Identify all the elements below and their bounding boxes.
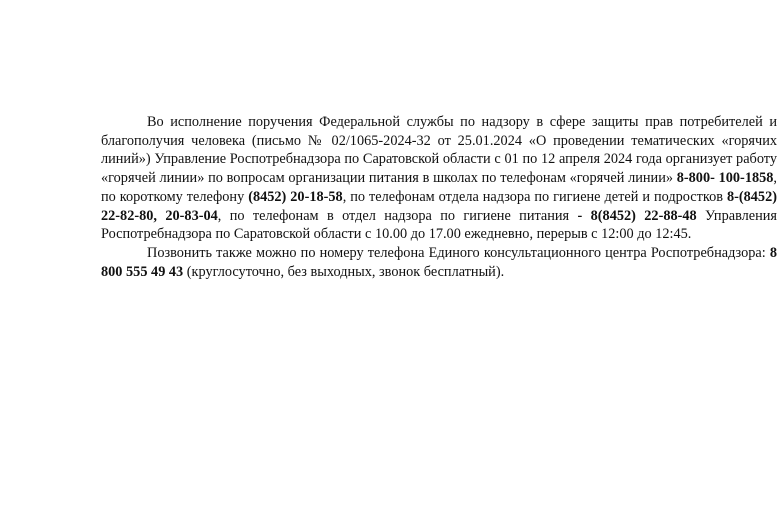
notice-text	[101, 113, 777, 281]
text-segment: (круглосуточно, без выходных, звонок бесплатный).	[183, 263, 505, 280]
short-phone-number: (8452) 20-18-58	[248, 188, 343, 205]
paragraph-consultation-center	[101, 244, 777, 281]
text-segment: , по телефонам отдела надзора по гигиене детей и подростков	[342, 188, 727, 205]
nutrition-hygiene-phone-number: - 8(8452) 22-88-48	[577, 207, 697, 224]
text-segment: Позвонить также можно по номеру телефона Единого консультационного центра Роспотребнадзора:	[147, 244, 770, 261]
text-segment: , по телефонам в отдел надзора по гигиене питания	[217, 207, 578, 224]
text-segment: , по короткому телефону	[101, 170, 777, 205]
consultation-center-phone-number: 8 800 555 49 43	[101, 244, 777, 280]
paragraph-hotline-announcement	[101, 113, 777, 244]
children-hygiene-phone-numbers: 8-(8452) 22-82-80, 20-83-04	[101, 188, 777, 224]
text-segment: Во исполнение поручения Федеральной службы по надзору в сфере защиты прав потребителей и благополучия человека (письмо № 02/1065-2024-32 от 25.01.2024 «О проведении тематических «горячих линий») Управление Роспотребнадзора по Саратовской области с 01 по 12 апреля 2024 года организует работу «горячей линии» по вопросам организации питания в школах по телефонам «горячей линии»	[101, 114, 777, 187]
hotline-phone-number: 8-800- 100-1858	[676, 170, 774, 187]
text-segment: Управления Роспотребнадзора по Саратовской области с 10.00 до 17.00 ежедневно, перерыв с 12:00 до 12:45.	[101, 207, 777, 243]
